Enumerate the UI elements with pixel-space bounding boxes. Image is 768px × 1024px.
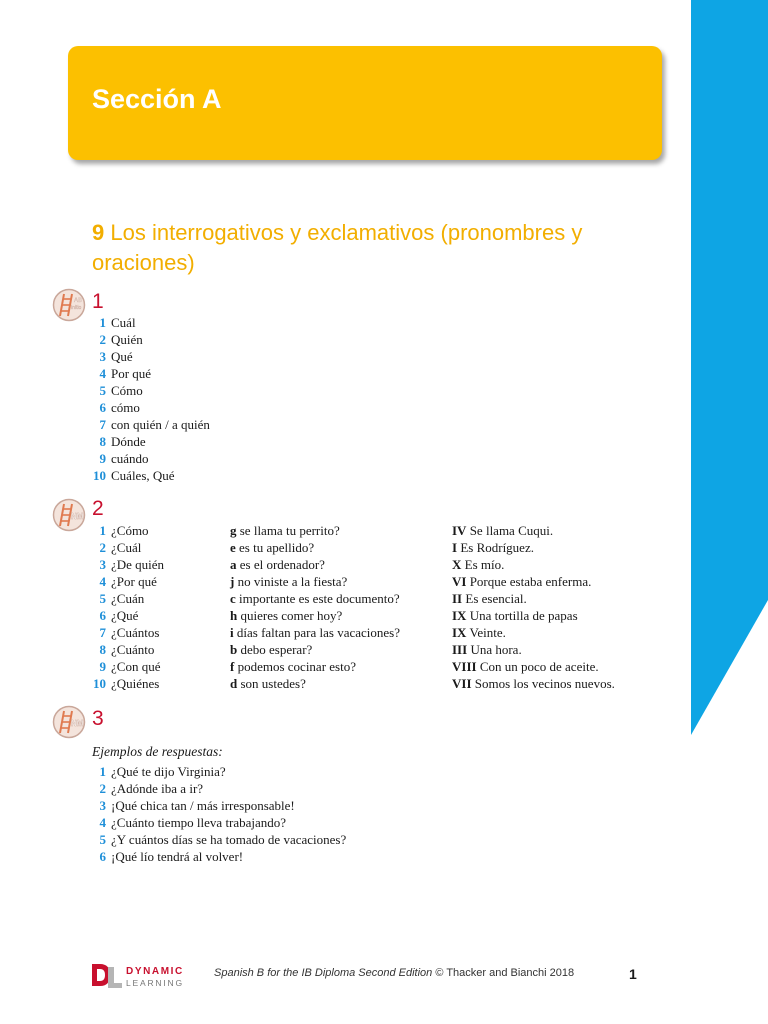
table-row: 6 ¿Qué h quieres comer hoy? IX Una tortilla de papas [99,608,578,623]
copyright-text: © Thacker and Bianchi 2018 [432,967,575,979]
svg-text:NM: NM [71,719,84,728]
table-row: 2 ¿Cuál e es tu apellido? I Es Rodríguez. [99,540,534,555]
svg-text:NM: NM [71,512,84,521]
book-title: Spanish B for the IB Diploma Second Edition [214,967,433,979]
logo-text-bottom: LEARNING [126,978,184,988]
ab-initio-ladder-icon [52,288,86,322]
nm-ladder-icon [52,498,86,532]
table-row: 7 ¿Cuántos i días faltan para las vacaciones? IX Veinte. [99,625,506,640]
unit-title-text: Los interrogativos y exclamativos (pronombres y oraciones) [92,220,583,275]
svg-text:AB: AB [74,298,83,304]
nm-ladder-icon [52,705,86,739]
logo-text-top: DYNAMIC [126,966,184,977]
svg-text:initio: initio [71,305,82,311]
table-row: 3 ¿De quién a es el ordenador? X Es mío. [99,557,505,572]
side-tab [691,0,768,735]
page-number: 1 [629,966,637,982]
table-row: 9 ¿Con qué f podemos cocinar esto? VIII Con un poco de aceite. [99,659,599,674]
unit-title [92,218,652,278]
table-row: 8 ¿Cuánto b debo esperar? III Una hora. [99,642,522,657]
exercise-3-subtitle: Ejemplos de respuestas: [92,744,223,759]
table-row: 4 ¿Por qué j no viniste a la fiesta? VI Porque estaba enferma. [99,574,592,589]
footer-credit [214,967,574,979]
exercise-2-number: 2 [92,497,104,520]
table-row: 1 ¿Cómo g se llama tu perrito? IV Se llama Cuqui. [99,523,554,538]
exercise-1-number: 1 [92,290,104,313]
table-row: 10 ¿Quiénes d son ustedes? VII Somos los vecinos nuevos. [93,676,615,691]
table-row: 5 ¿Cuán c importante es este documento? II Es esencial. [99,591,527,606]
section-title: Sección A [92,84,222,114]
unit-number: 9 [92,220,105,245]
dynamic-learning-logo [90,961,208,996]
exercise-3-number: 3 [92,707,104,730]
